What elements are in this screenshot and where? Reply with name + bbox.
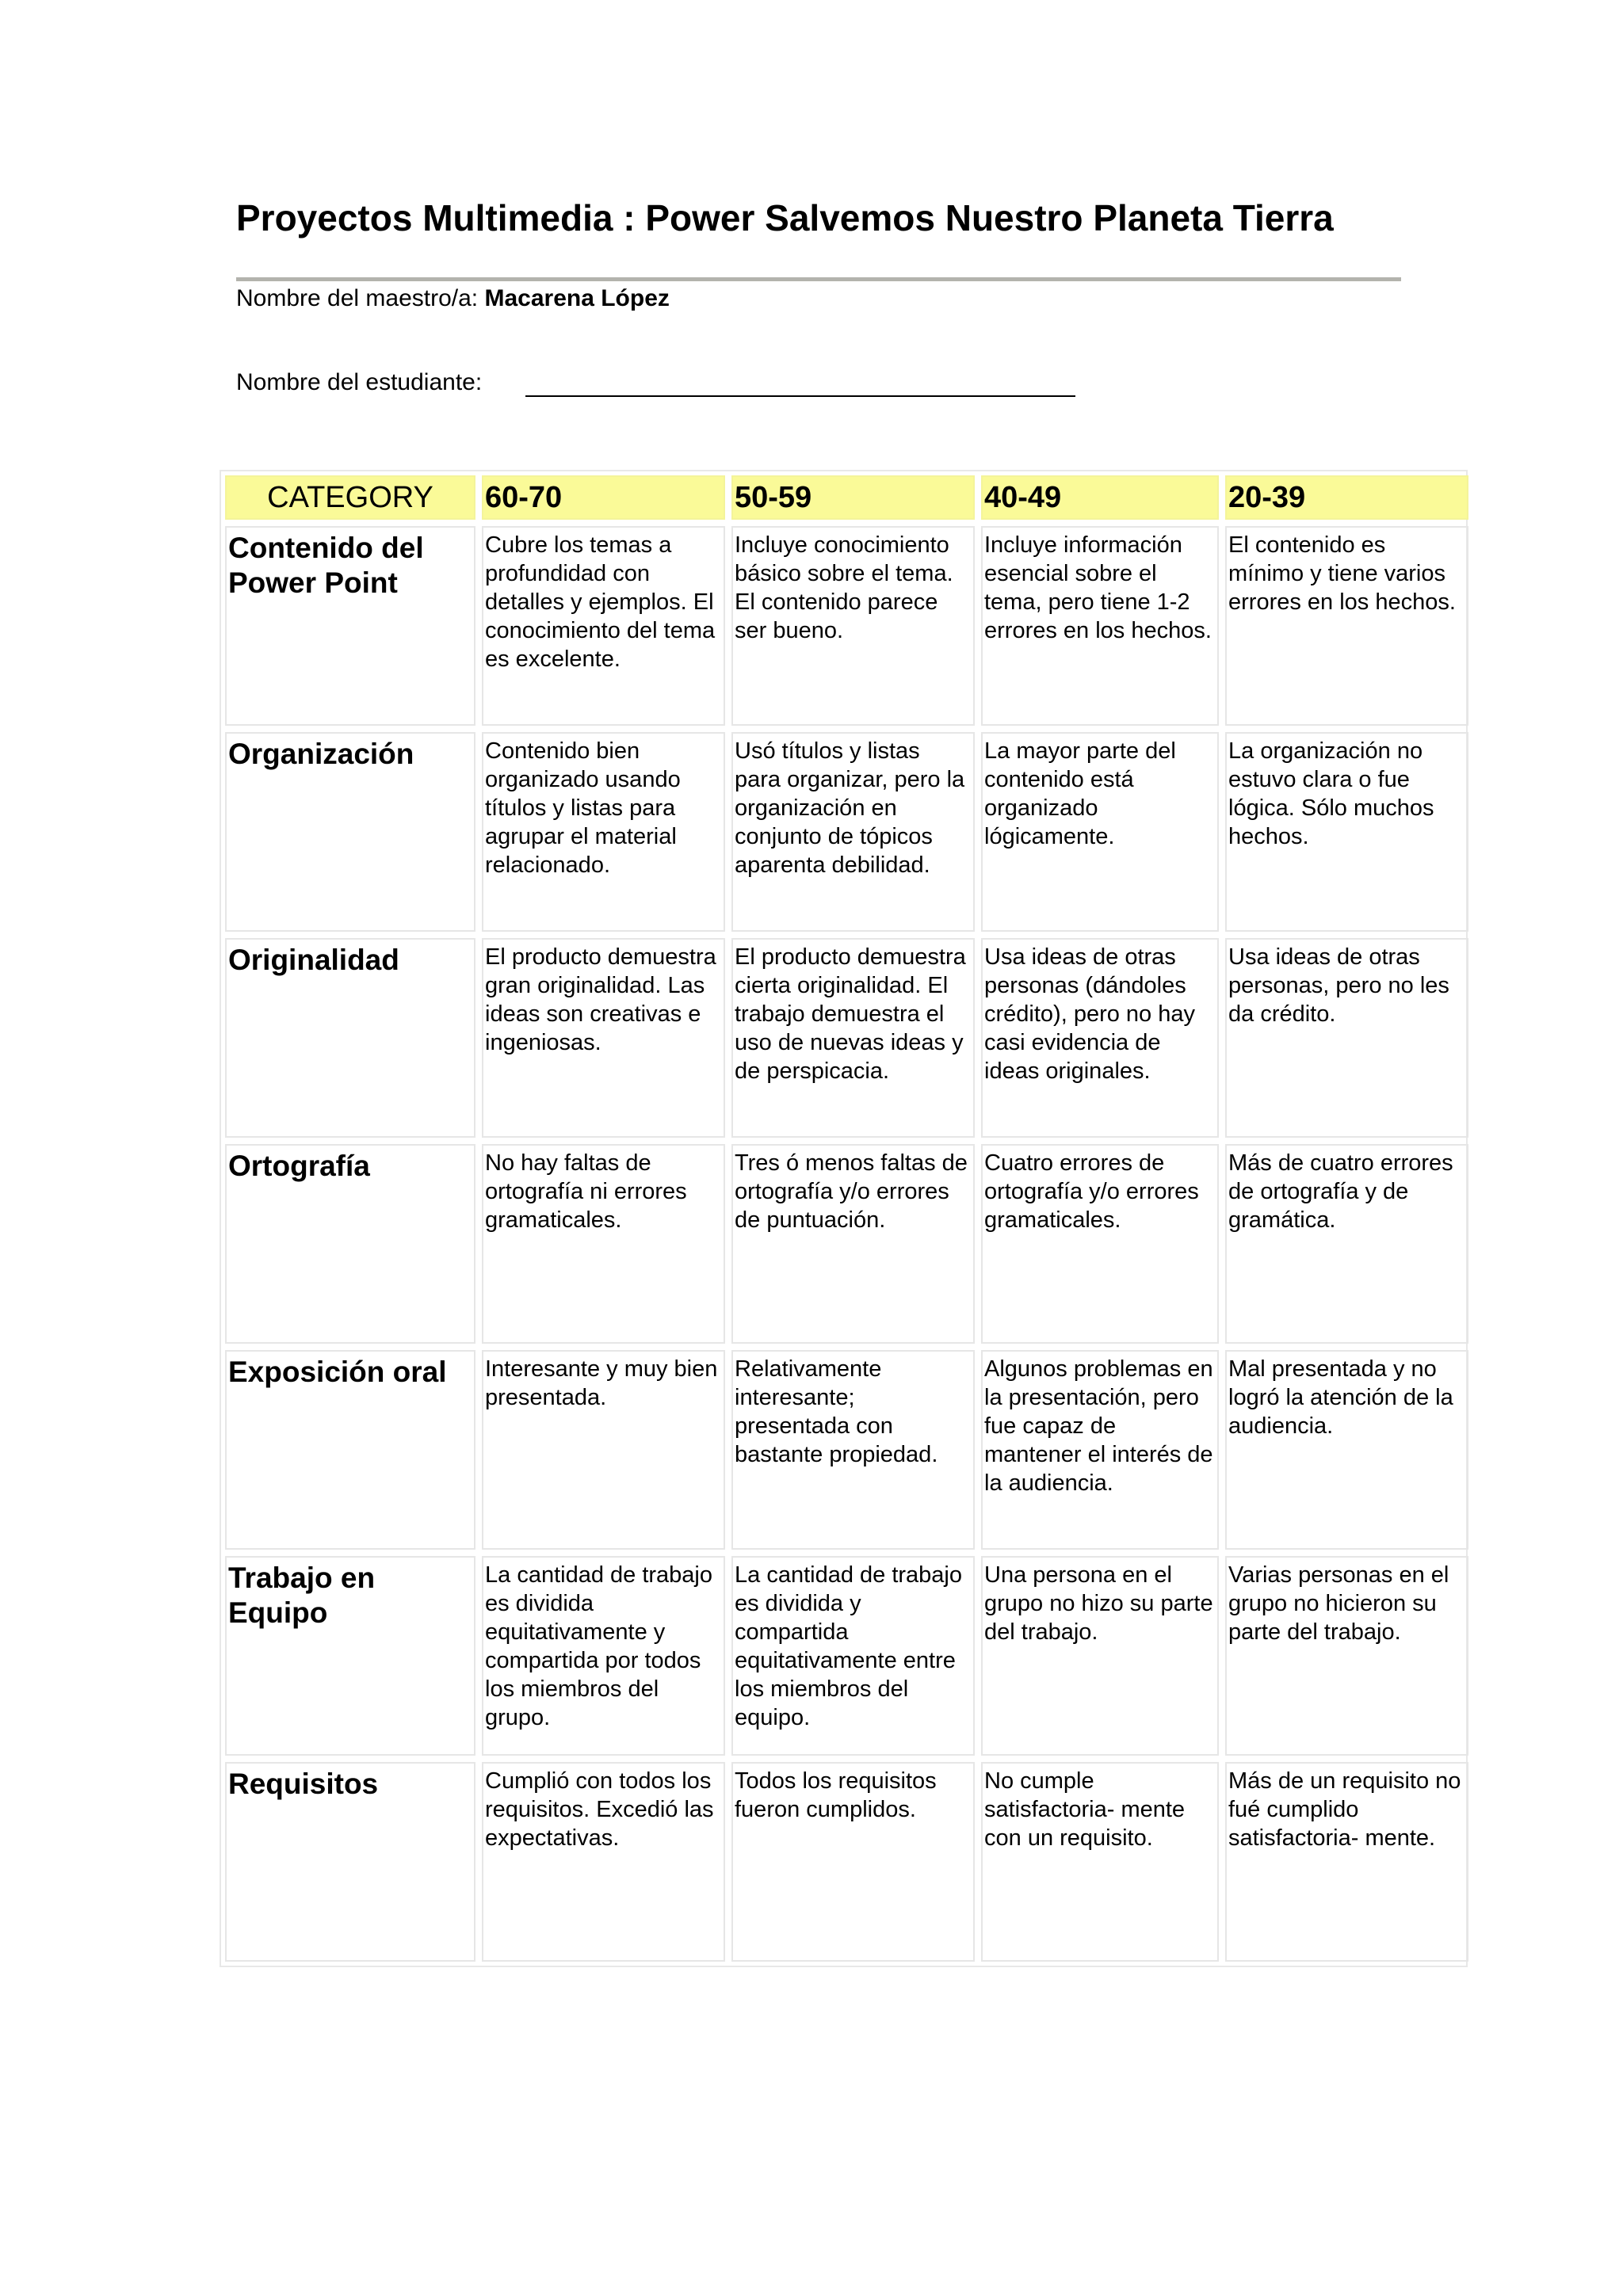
criteria-cell: Incluye conocimiento básico sobre el tema. El contenido parece ser bueno. <box>731 526 975 726</box>
category-cell: Ortografía <box>225 1144 475 1344</box>
student-label: Nombre del estudiante: <box>236 369 483 395</box>
table-row <box>225 1350 1468 1550</box>
table-row <box>225 526 1468 726</box>
criteria-cell: No hay faltas de ortografía ni errores gramaticales. <box>482 1144 725 1344</box>
criteria-cell: Interesante y muy bien presentada. <box>482 1350 725 1550</box>
criteria-cell: Cubre los temas a profundidad con detalles y ejemplos. El conocimiento del tema es excelente. <box>482 526 725 726</box>
criteria-cell: Usa ideas de otras personas, pero no les da crédito. <box>1225 938 1468 1138</box>
header-score-60-70: 60-70 <box>482 475 725 520</box>
criteria-cell: Tres ó menos faltas de ortografía y/o errores de puntuación. <box>731 1144 975 1344</box>
criteria-cell: Incluye información esencial sobre el tema, pero tiene 1-2 errores en los hechos. <box>981 526 1219 726</box>
criteria-cell: Usa ideas de otras personas (dándoles crédito), pero no hay casi evidencia de ideas originales. <box>981 938 1219 1138</box>
criteria-cell: No cumple satisfactoria- mente con un requisito. <box>981 1762 1219 1962</box>
student-name-blank <box>525 395 1075 397</box>
category-cell: Originalidad <box>225 938 475 1138</box>
criteria-cell: La cantidad de trabajo es dividida equitativamente y compartida por todos los miembros del grupo. <box>482 1556 725 1756</box>
criteria-cell: Mal presentada y no logró la atención de la audiencia. <box>1225 1350 1468 1550</box>
criteria-cell: Una persona en el grupo no hizo su parte del trabajo. <box>981 1556 1219 1756</box>
header-score-50-59: 50-59 <box>731 475 975 520</box>
criteria-cell: La cantidad de trabajo es dividida y compartida equitativamente entre los miembros del equipo. <box>731 1556 975 1756</box>
criteria-cell: El producto demuestra gran originalidad. Las ideas son creativas e ingeniosas. <box>482 938 725 1138</box>
criteria-cell: Varias personas en el grupo no hicieron su parte del trabajo. <box>1225 1556 1468 1756</box>
header-category: CATEGORY <box>225 475 475 520</box>
criteria-cell: Todos los requisitos fueron cumplidos. <box>731 1762 975 1962</box>
category-cell: Contenido del Power Point <box>225 526 475 726</box>
table-row <box>225 938 1468 1138</box>
criteria-cell: Usó títulos y listas para organizar, pero la organización en conjunto de tópicos aparenta debilidad. <box>731 732 975 932</box>
criteria-cell: Algunos problemas en la presentación, pero fue capaz de mantener el interés de la audiencia. <box>981 1350 1219 1550</box>
category-cell: Requisitos <box>225 1762 475 1962</box>
rubric-container <box>220 470 1468 1967</box>
header-score-40-49: 40-49 <box>981 475 1219 520</box>
teacher-label: Nombre del maestro/a: <box>236 285 479 311</box>
criteria-cell: Cumplió con todos los requisitos. Excedió las expectativas. <box>482 1762 725 1962</box>
table-row <box>225 1144 1468 1344</box>
teacher-name: Macarena López <box>484 285 670 311</box>
table-row <box>225 1556 1468 1756</box>
header-score-20-39: 20-39 <box>1225 475 1468 520</box>
criteria-cell: Relativamente interesante; presentada con bastante propiedad. <box>731 1350 975 1550</box>
page-title: Proyectos Multimedia : Power Salvemos Nuestro Planeta Tierra <box>236 197 1334 238</box>
teacher-line <box>236 285 670 312</box>
criteria-cell: El producto demuestra cierta originalidad. El trabajo demuestra el uso de nuevas ideas y de perspicacia. <box>731 938 975 1138</box>
student-line <box>236 369 482 396</box>
criteria-cell: La organización no estuvo clara o fue lógica. Sólo muchos hechos. <box>1225 732 1468 932</box>
criteria-cell: Cuatro errores de ortografía y/o errores gramaticales. <box>981 1144 1219 1344</box>
title-divider <box>236 277 1401 281</box>
criteria-cell: La mayor parte del contenido está organizado lógicamente. <box>981 732 1219 932</box>
criteria-cell: Más de cuatro errores de ortografía y de gramática. <box>1225 1144 1468 1344</box>
table-row <box>225 1762 1468 1962</box>
rubric-header-row <box>225 475 1468 520</box>
criteria-cell: Más de un requisito no fué cumplido satisfactoria- mente. <box>1225 1762 1468 1962</box>
criteria-cell: El contenido es mínimo y tiene varios errores en los hechos. <box>1225 526 1468 726</box>
table-row <box>225 732 1468 932</box>
category-cell: Organización <box>225 732 475 932</box>
category-cell: Exposición oral <box>225 1350 475 1550</box>
criteria-cell: Contenido bien organizado usando títulos y listas para agrupar el material relacionado. <box>482 732 725 932</box>
category-cell: Trabajo en Equipo <box>225 1556 475 1756</box>
rubric-table <box>219 469 1475 1968</box>
